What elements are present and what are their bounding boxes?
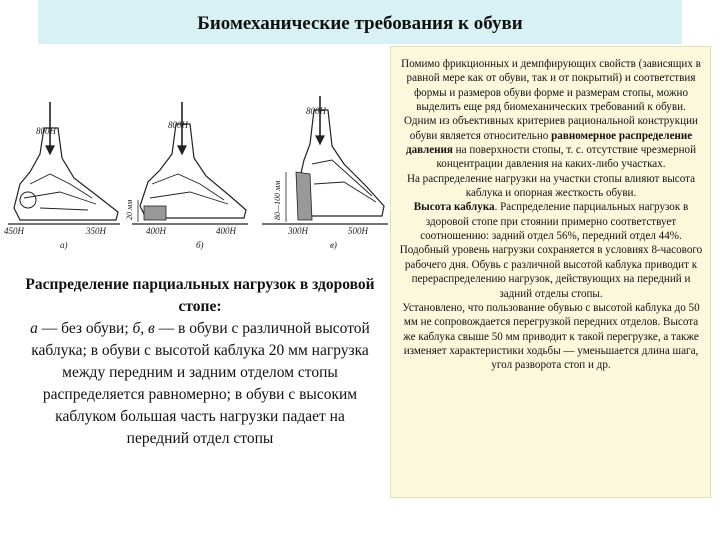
label-b-heel: 20 мм bbox=[125, 199, 134, 220]
letter-c: в) bbox=[330, 240, 337, 250]
caption-text-a: — без обуви; bbox=[37, 320, 133, 337]
paragraph-4: Высота каблука. Распределение парциальных нагрузок в здоровой стопе при стоянии примерно соответствует соотношению: задний отдел 56%, передний отдел 44%. Подобный уровень нагрузки сохраняется в условиях 8-часового рабочего дня. Обувь с различной высотой каблука приводит к перераспределению нагрузок, действующих на передний и задний отделы стопы. bbox=[399, 201, 703, 300]
paragraph-1: Помимо фрикционных и демпфирующих свойств (зависящих в равной мере как от обуви, так и от покрытий) и соответствия формы и размеров обуви форме и размерам стопы, можно выделить еще ряд биомеханических требований к обуви. bbox=[401, 58, 701, 114]
body-text bbox=[398, 57, 704, 373]
title-bar bbox=[38, 0, 682, 44]
paragraph-5: Установлено, что пользование обувью с высотой каблука до 50 мм не сопровождается перегрузкой передних отделов. Высота же каблука свыше 50 мм приводит к такой перегрузке, а также изменяет характеристики ходьбы — уменьшается длина шага, угол разворота стоп и др. bbox=[402, 301, 700, 372]
diagram-b bbox=[125, 102, 248, 250]
diagram-c bbox=[262, 96, 388, 250]
foot-outline-a bbox=[14, 128, 118, 220]
label-c-front: 500Н bbox=[348, 226, 368, 236]
label-a-right: 350Н bbox=[86, 226, 106, 236]
heel-c bbox=[296, 172, 312, 220]
caption-text-bc: — в обуви с различной высотой каблука; в обуви с высотой каблука 20 мм нагрузка между передним и задним отделом стопы распределяется равномерно; в обуви с высоким каблуком большая часть нагрузки падает на передний отдел стопы bbox=[31, 320, 370, 447]
label-a-left: 450Н bbox=[4, 226, 24, 236]
diagram-a bbox=[4, 102, 120, 250]
label-a-top: 800Н bbox=[36, 126, 56, 136]
heel-b bbox=[144, 206, 166, 220]
paragraph-3: На распределение нагрузки на участки стопы влияют высота каблука и опорная жесткость обуви. bbox=[406, 172, 696, 200]
foot-outline-b bbox=[140, 124, 246, 218]
foot-load-figure bbox=[0, 88, 392, 258]
label-b-back: 400Н bbox=[146, 226, 166, 236]
letter-b: б) bbox=[196, 240, 204, 250]
arrow-head-b bbox=[178, 146, 186, 154]
arrow-head-c bbox=[316, 136, 324, 144]
label-b-top: 800Н bbox=[168, 120, 188, 130]
arrow-head-a bbox=[46, 146, 54, 154]
page-title: Биомеханические требования к обуви bbox=[197, 13, 523, 34]
caption-letter-a: а bbox=[30, 320, 38, 337]
paragraph-2: Одним из объективных критериев рациональной конструкции обуви является относительно равномерное распределение давления на поверхности стопы, т. с. отсутствие чрезмерной концентрации давления на каких-либо участках. bbox=[404, 115, 698, 171]
figure-caption bbox=[24, 274, 376, 450]
label-c-heel: 80—100 мм bbox=[273, 180, 282, 220]
label-b-front: 400Н bbox=[216, 226, 236, 236]
label-c-back: 300Н bbox=[288, 226, 308, 236]
letter-a: а) bbox=[60, 240, 68, 250]
label-c-top: 800Н bbox=[306, 106, 326, 116]
caption-letters-bc: б, в bbox=[132, 320, 155, 337]
caption-heading: Распределение парциальных нагрузок в здоровой стопе: bbox=[25, 276, 375, 315]
